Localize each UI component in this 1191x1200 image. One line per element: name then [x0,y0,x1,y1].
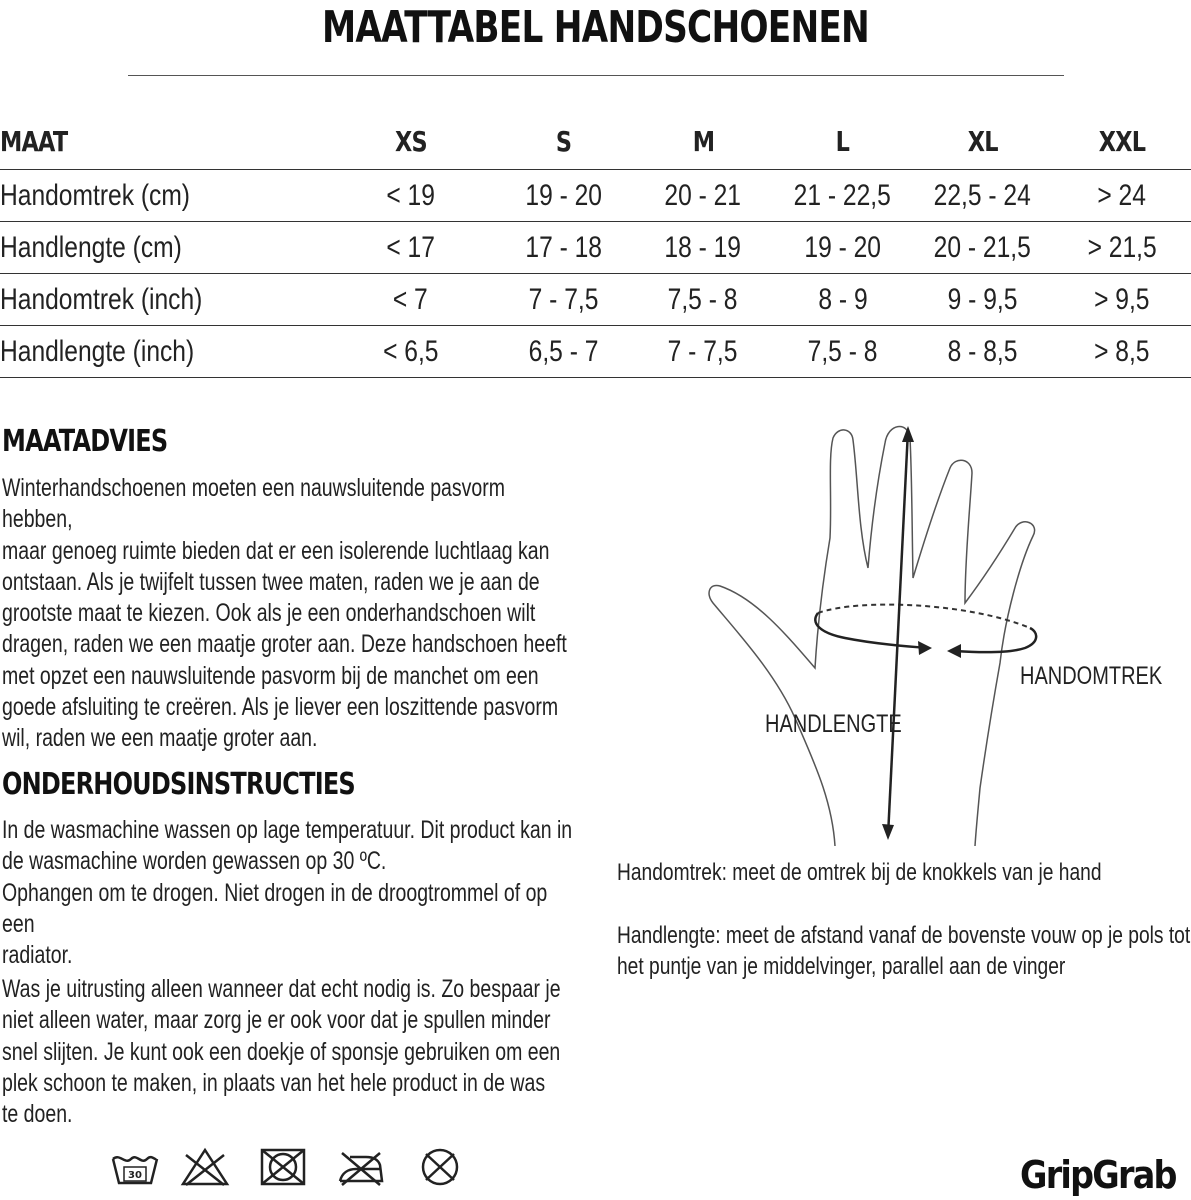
onderhoud-heading: ONDERHOUDSINSTRUCTIES [2,767,355,802]
table-cell: 19 - 20 [524,178,602,212]
circumference-arrow-right [947,644,961,658]
no-iron-icon [336,1147,386,1187]
table-cell: 18 - 19 [664,230,742,264]
table-row [0,274,1191,326]
maatadvies-text: Winterhandschoenen moeten een nauwsluitende pasvorm hebben, maar genoeg ruimte bieden dat er een isolerende luchtlaag kan ontstaan. Als je twijfelt tussen twee maten, raden we je aan de grootste maat te kiezen. Ook als je een onderhandschoen wilt dragen, raden we een maatje groter aan. Deze handschoen heeft met opzet een nauwsluitende pasvorm bij de manchet om een goede afsluiting te creëren. Als je liever een loszittende pasvorm wil, raden we een maatje groter aan. [2,474,567,753]
no-tumble-dry-icon [258,1147,308,1187]
hand-diagram [700,418,1163,848]
onderhoud-text-2: Was je uitrusting alleen wanneer dat echt nodig is. Zo bespaar je niet alleen water, maar zorg je er ook voor dat je spullen minder snel slijten. Je kunt ook een doekje of sponsje gebruiken om een plek schoon te maken, in plaats van het hele product in de was te doen. [2,975,561,1129]
maatadvies-heading: MAATADVIES [2,424,168,459]
table-cell: > 24 [1097,178,1146,212]
table-cell: 7 - 7,5 [528,282,599,316]
size-header-row [0,113,1191,170]
table-row [0,170,1191,222]
circumference-front-left [815,613,928,648]
table-row [0,326,1191,378]
row-label: Handomtrek (inch) [0,282,203,316]
circumference-arrow-left [918,641,932,655]
circumference-front-right [955,628,1036,652]
table-cell: 7 - 7,5 [668,334,738,368]
row-label: Handlengte (cm) [0,230,182,264]
table-cell: 21 - 22,5 [794,178,892,212]
label-handomtrek: HANDOMTREK [1020,662,1163,690]
no-bleach-icon [180,1147,230,1187]
table-cell: 19 - 20 [804,230,881,264]
size-header-l: L [835,124,850,158]
table-cell: < 7 [393,282,428,316]
table-cell: 6,5 - 7 [528,334,599,368]
table-cell: 9 - 9,5 [947,282,1018,316]
table-cell: > 9,5 [1093,282,1150,316]
table-cell: < 6,5 [382,334,439,368]
table-cell: 8 - 8,5 [947,334,1018,368]
row-label: Handomtrek (cm) [0,178,191,212]
length-arrow-bottom [882,824,894,840]
table-cell: 7,5 - 8 [668,282,738,316]
caption-handlengte: Handlengte: meet de afstand vanaf de bovenste vouw op je pols tot het puntje van je middelvinger, parallel aan de vinger [617,922,1191,980]
table-cell: 17 - 18 [524,230,602,264]
table-cell: > 21,5 [1087,230,1157,264]
length-arrow-top [902,426,914,442]
table-cell: 8 - 9 [818,282,868,316]
onderhoud-text-1: In de wasmachine wassen op lage temperatuur. Dit product kan in de wasmachine worden gewassen op 30 ºC. Ophangen om te drogen. Niet drogen in de droogtrommel of op een radiator. [2,816,573,970]
hand-outline [709,427,1035,846]
table-cell: 20 - 21,5 [933,230,1031,264]
length-line [888,430,908,836]
page-title: MAATTABEL HANDSCHOENEN [321,2,869,53]
brand-logo: GripGrab [1020,1153,1176,1197]
table-cell: 20 - 21 [664,178,742,212]
size-header-xl: XL [967,124,998,158]
table-cell: < 19 [386,178,435,212]
size-header-label: MAAT [0,124,68,158]
wash-30-icon [110,1147,160,1187]
size-header-s: S [555,124,571,158]
table-cell: < 17 [386,230,435,264]
size-header-xs: XS [394,124,427,158]
table-row [0,222,1191,274]
circumference-back-dash [818,605,1030,628]
row-label: Handlengte (inch) [0,334,195,368]
label-handlengte: HANDLENGTE [765,710,902,738]
table-cell: > 8,5 [1093,334,1150,368]
table-cell: 22,5 - 24 [933,178,1031,212]
size-header-m: M [692,124,714,158]
size-header-xxl: XXL [1098,124,1145,158]
size-table [0,113,1191,378]
no-dry-clean-icon [415,1147,465,1187]
svg-text:30: 30 [128,1170,142,1181]
table-cell: 7,5 - 8 [807,334,878,368]
title-divider [128,75,1064,76]
caption-handomtrek: Handomtrek: meet de omtrek bij de knokkels van je hand [617,859,1102,886]
